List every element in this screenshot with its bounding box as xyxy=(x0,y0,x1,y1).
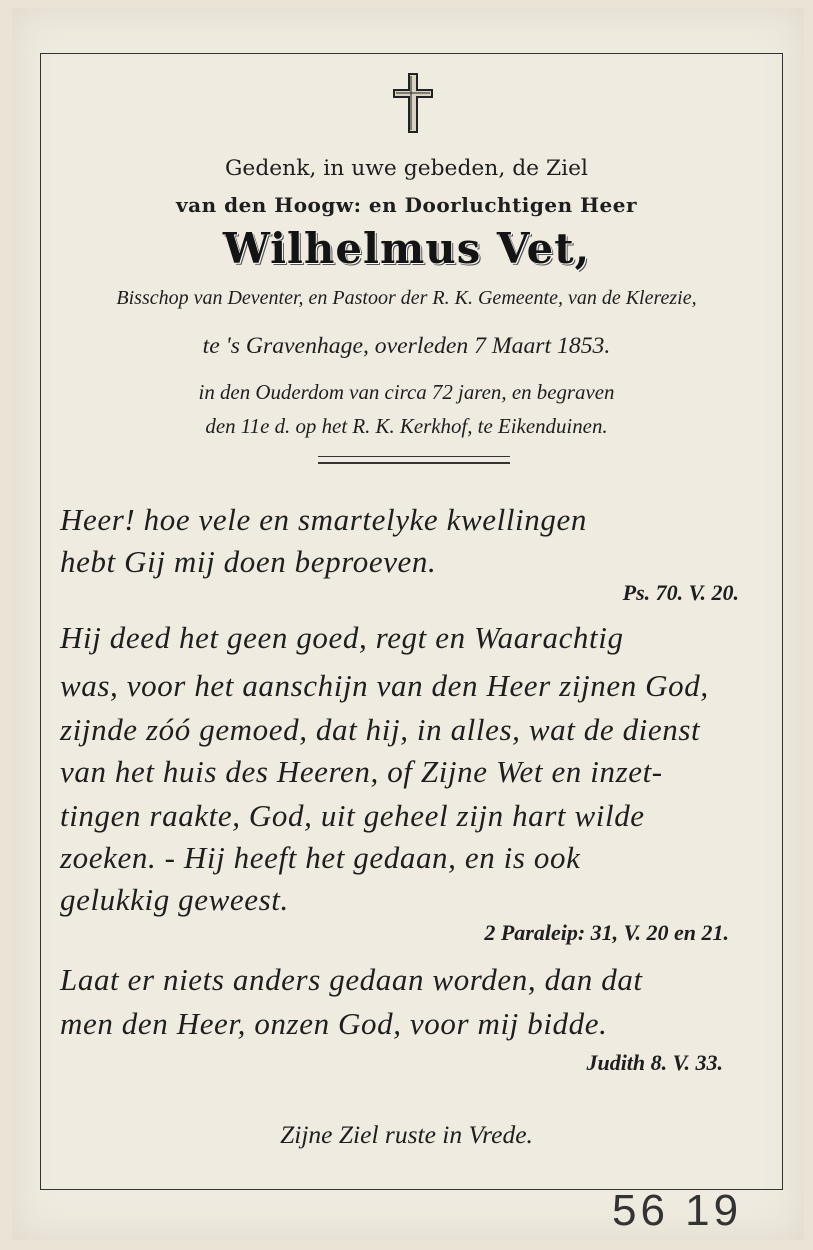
age-line: in den Ouderdom van circa 72 jaren, en begraven xyxy=(198,380,615,404)
office-line: Bisschop van Deventer, en Pastoor der R. K. Gemeente, van de Klerezie, xyxy=(116,287,697,309)
catalog-number: 56 19 xyxy=(612,1186,743,1235)
intro-line: Gedenk, in uwe gebeden, de Ziel xyxy=(225,156,588,181)
title-line: van den Hoogw: en Doorluchtigen Heer xyxy=(176,193,637,217)
death-line: te 's Gravenhage, overleden 7 Maart 1853. xyxy=(202,333,611,359)
verse-reference: Judith 8. V. 33. xyxy=(586,1050,723,1075)
verse-line: tingen raakte, God, uit geheel zijn hart wilde xyxy=(60,798,645,833)
verse-line: hebt Gij mij doen beproeven. xyxy=(60,544,437,579)
verse-line: men den Heer, onzen God, voor mij bidde. xyxy=(60,1006,608,1041)
verse-line: Laat er niets anders gedaan worden, dan dat xyxy=(60,962,643,997)
verse-line: Heer! hoe vele en smartelyke kwellingen xyxy=(60,502,587,537)
verse-line: van het huis des Heeren, of Zijne Wet en inzet- xyxy=(60,754,663,789)
cross-icon xyxy=(390,72,436,136)
verse-line: gelukkig geweest. xyxy=(60,882,289,917)
verse-line: Hij deed het geen goed, regt en Waarachtig xyxy=(60,620,624,655)
verse-reference: 2 Paraleip: 31, V. 20 en 21. xyxy=(484,920,729,945)
divider xyxy=(318,456,510,464)
verse-reference: Ps. 70. V. 20. xyxy=(622,580,739,605)
burial-line: den 11e d. op het R. K. Kerkhof, te Eikenduinen. xyxy=(205,414,608,438)
verse-line: was, voor het aanschijn van den Heer zijnen God, xyxy=(60,668,709,703)
verse-line: zoeken. - Hij heeft het gedaan, en is ook xyxy=(60,840,581,875)
verse-line: zijnde zóó gemoed, dat hij, in alles, wat de dienst xyxy=(60,712,701,747)
closing-prayer: Zijne Ziel ruste in Vrede. xyxy=(280,1120,533,1149)
deceased-name: Wilhelmus Vet, xyxy=(222,224,591,273)
